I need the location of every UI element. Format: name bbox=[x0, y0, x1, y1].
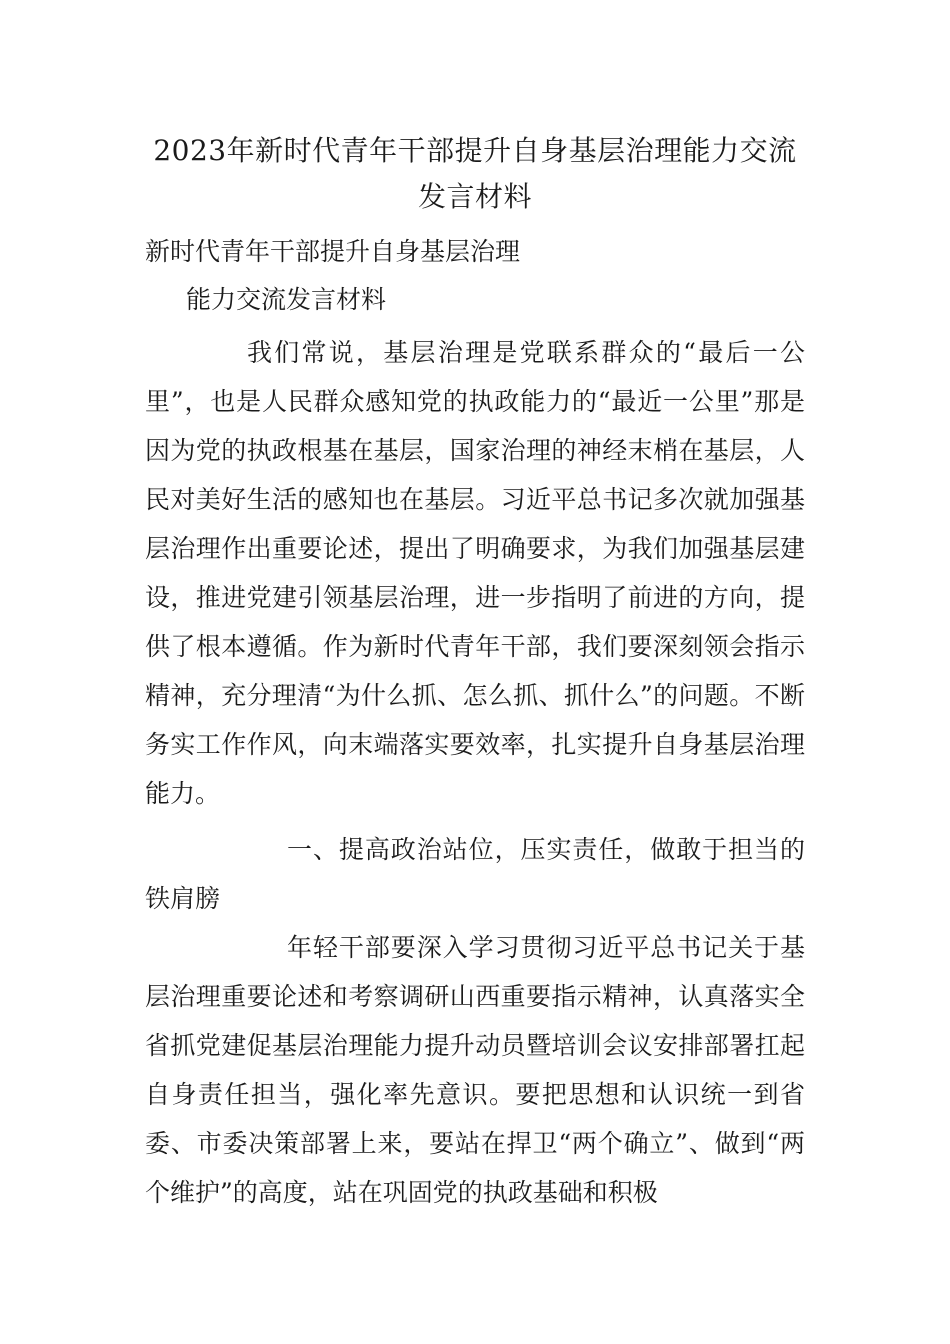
subtitle-line-1: 新时代青年干部提升自身基层治理 bbox=[145, 237, 521, 266]
intro-paragraph: 我们常说，基层治理是党联系群众的“最后一公里”，也是人民群众感知党的执政能力的“最近一公里”那是因为党的执政根基在基层，国家治理的神经末梢在基层，人民对美好生活的感知也在基层。习近平总书记多次就加强基层治理作出重要论述，提出了明确要求，为我们加强基层建设，推进党建引领基层治理，进一步指明了前进的方向，提供了根本遵循。作为新时代青年干部，我们要深刻领会指示精神，充分理清“为什么抓、怎么抓、抓什么”的问题。不断务实工作作风，向末端落实要效率，扎实提升自身基层治理能力。 bbox=[145, 338, 805, 808]
subtitle-line-2: 能力交流发言材料 bbox=[186, 285, 387, 314]
document-title: 2023年新时代青年干部提升自身基层治理能力交流发言材料 bbox=[153, 134, 797, 213]
section-1-heading: 一、提高政治站位，压实责任，做敢于担当的铁肩膀 bbox=[145, 835, 805, 913]
section-1-paragraph: 年轻干部要深入学习贯彻习近平总书记关于基层治理重要论述和考察调研山西重要指示精神，认真落实全省抓党建促基层治理能力提升动员暨培训会议安排部署扛起自身责任担当，强化率先意识。要把思想和认识统一到省委、市委决策部署上来，要站在捍卫“两个确立”、做到“两个维护”的高度，站在巩固党的执政基础和积极 bbox=[145, 933, 805, 1207]
